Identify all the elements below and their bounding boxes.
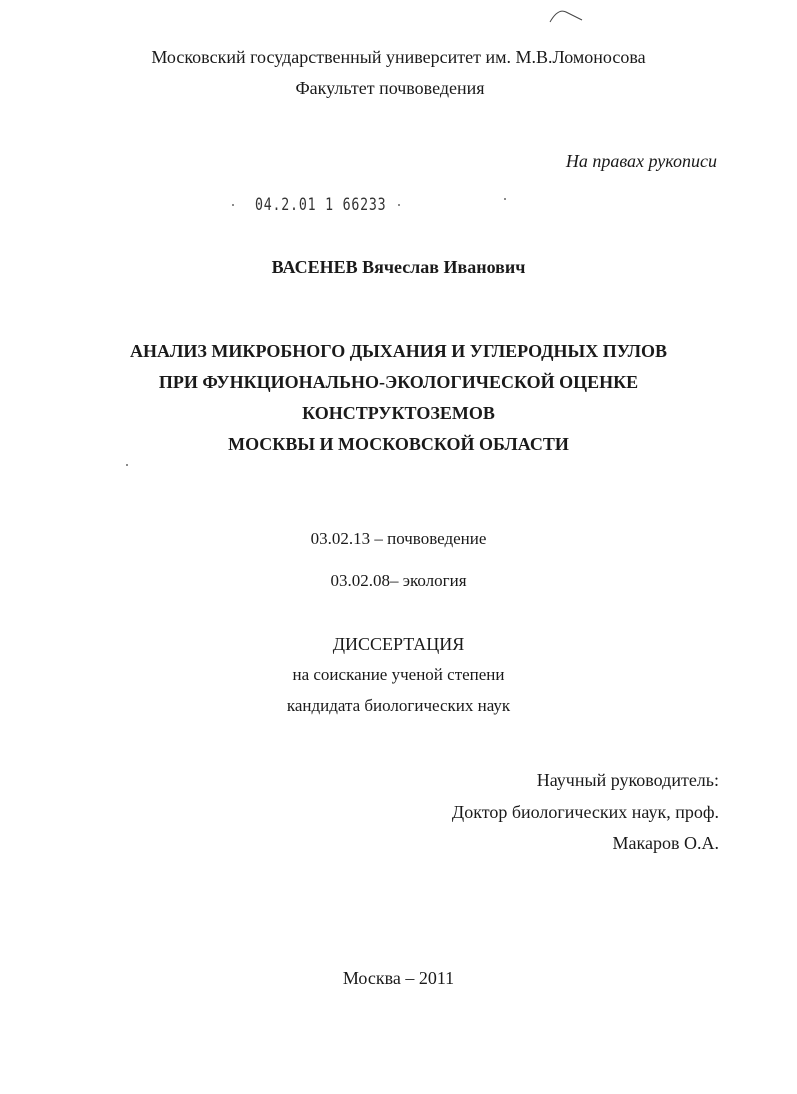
scan-speck [232, 204, 234, 206]
scan-speck [126, 464, 128, 466]
specialty-code: 03.02.13 – почвоведение [310, 529, 487, 548]
registration-stamp: 04.2.01 1 66233 [255, 195, 387, 215]
city-year: Москва – 2011 [342, 968, 455, 988]
supervisor-name: Макаров О.А. [612, 833, 719, 853]
dissertation-degree-line: на соискание ученой степени [292, 665, 505, 684]
title-line: КОНСТРУКТОЗЕМОВ [302, 403, 495, 423]
supervisor-label: Научный руководитель: [536, 770, 719, 790]
author-name: ВАСЕНЕВ Вячеслав Иванович [271, 257, 526, 277]
scan-speck [504, 198, 506, 200]
dissertation-degree-line: кандидата биологических наук [286, 696, 511, 715]
specialty-code: 03.02.08– экология [330, 571, 467, 590]
pen-mark [548, 6, 584, 26]
manuscript-note: На правах рукописи [565, 151, 717, 171]
supervisor-degree: Доктор биологических наук, проф. [451, 802, 719, 822]
scan-speck [398, 204, 400, 206]
title-line: МОСКВЫ И МОСКОВСКОЙ ОБЛАСТИ [228, 434, 569, 454]
title-line: ПРИ ФУНКЦИОНАЛЬНО-ЭКОЛОГИЧЕСКОЙ ОЦЕНКЕ [158, 372, 639, 392]
faculty-name: Факультет почвоведения [295, 78, 485, 98]
title-line: АНАЛИЗ МИКРОБНОГО ДЫХАНИЯ И УГЛЕРОДНЫХ ПУЛОВ [130, 341, 667, 361]
dissertation-label: ДИССЕРТАЦИЯ [332, 634, 465, 654]
university-name: Московский государственный университет им. М.В.Ломоносова [151, 47, 646, 67]
